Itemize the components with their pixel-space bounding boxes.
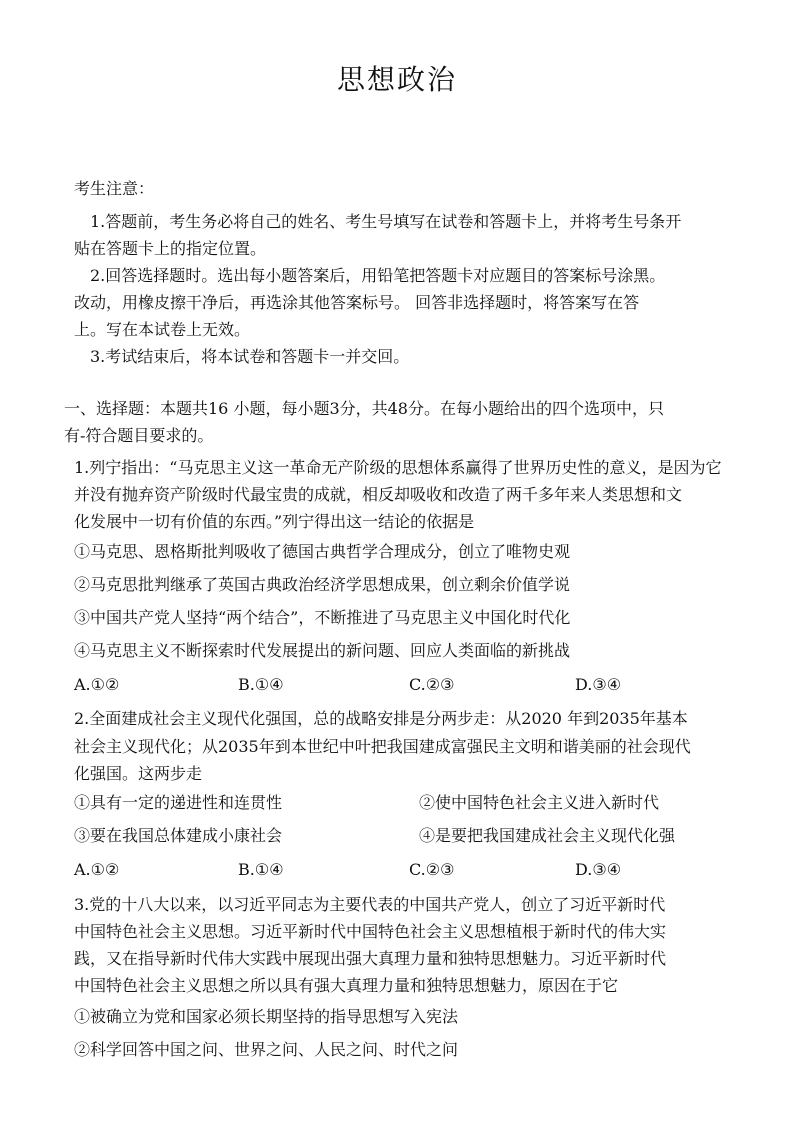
q3-item: ①被确立为党和国家必须长期坚持的指导思想写入宪法 — [74, 1007, 459, 1026]
q1-item: ②马克思批判继承了英国古典政治经济学思想成果，创立剩余价值学说 — [74, 575, 571, 594]
q3-item: ②科学回答中国之问、世界之问、人民之问、时代之问 — [74, 1040, 459, 1059]
q2-item: ②使中国特色社会主义进入新时代 — [419, 793, 660, 812]
q3-stem: 中国特色社会主义思想之所以具有强大真理力量和独特思想魅力，原因在于它 — [74, 976, 619, 995]
q1-item: ①马克思、恩格斯批判吸收了德国古典哲学合理成分，创立了唯物史观 — [74, 542, 571, 561]
notice-heading: 考生注意： — [74, 179, 155, 198]
option-b: B.①④ — [238, 860, 284, 879]
section-heading: 一、选择题：本题共16 小题，每小题3分，共48分。在每小题给出的四个选项中，只 — [64, 399, 664, 418]
option-c: C.②③ — [409, 675, 455, 694]
notice-line: 改动，用橡皮擦干净后，再选涂其他答案标号。 回答非选择题时，将答案写在答 — [74, 293, 640, 312]
q2-stem: 2.全面建成社会主义现代化强国，总的战略安排是分两步走：从2020 年到2035年基本 — [74, 709, 688, 728]
q2-item: ①具有一定的递进性和连贯性 — [74, 793, 283, 812]
q1-stem: 化发展中一切有价值的东西。”列宁得出这一结论的依据是 — [74, 512, 475, 531]
notice-line: 贴在答题卡上的指定位置。 — [74, 239, 267, 258]
notice-line: 1.答题前，考生务必将自己的姓名、考生号填写在试卷和答题卡上，并将考生号条开 — [90, 212, 682, 231]
q2-stem: 化强国。这两步走 — [74, 764, 203, 783]
q2-item: ③要在我国总体建成小康社会 — [74, 826, 283, 845]
option-b: B.①④ — [238, 675, 284, 694]
option-a: A.①② — [74, 675, 120, 694]
section-heading: 有-符合题目要求的。 — [64, 426, 214, 445]
q1-stem: 1.列宁指出：“马克思主义这一革命无产阶级的思想体系赢得了世界历史性的意义，是因为它 — [74, 458, 722, 477]
notice-line: 上。写在本试卷上无效。 — [74, 320, 251, 339]
option-a: A.①② — [74, 860, 120, 879]
q1-item: ④马克思主义不断探索时代发展提出的新问题、回应人类面临的新挑战 — [74, 641, 571, 660]
q3-stem: 践，又在指导新时代伟大实践中展现出强大真理力量和独特思想魅力。习近平新时代 — [74, 949, 667, 968]
page-title: 思想政治 — [336, 63, 457, 96]
q3-stem: 3.党的十八大以来，以习近平同志为主要代表的中国共产党人，创立了习近平新时代 — [74, 895, 666, 914]
q2-options — [0, 860, 794, 880]
notice-line: 3.考试结束后，将本试卷和答题卡一并交回。 — [90, 347, 410, 366]
option-d: D.③④ — [575, 675, 622, 694]
option-c: C.②③ — [409, 860, 455, 879]
notice-line: 2.回答选择题时。选出每小题答案后，用铅笔把答题卡对应题目的答案标号涂黑。 — [90, 266, 666, 285]
q3-stem: 中国特色社会主义思想。习近平新时代中国特色社会主义思想植根于新时代的伟大实 — [74, 922, 667, 941]
q2-item: ④是要把我国建成社会主义现代化强 — [419, 826, 676, 845]
q2-stem: 社会主义现代化；从2035年到本世纪中叶把我国建成富强民主文明和谐美丽的社会现代 — [74, 737, 691, 756]
option-d: D.③④ — [575, 860, 622, 879]
q1-options — [0, 675, 794, 695]
q1-stem: 并没有抛弃资产阶级时代最宝贵的成就，相反却吸收和改造了两千多年来人类思想和文 — [74, 485, 683, 504]
q1-item: ③中国共产党人坚持“两个结合”，不断推进了马克思主义中国化时代化 — [74, 608, 571, 627]
